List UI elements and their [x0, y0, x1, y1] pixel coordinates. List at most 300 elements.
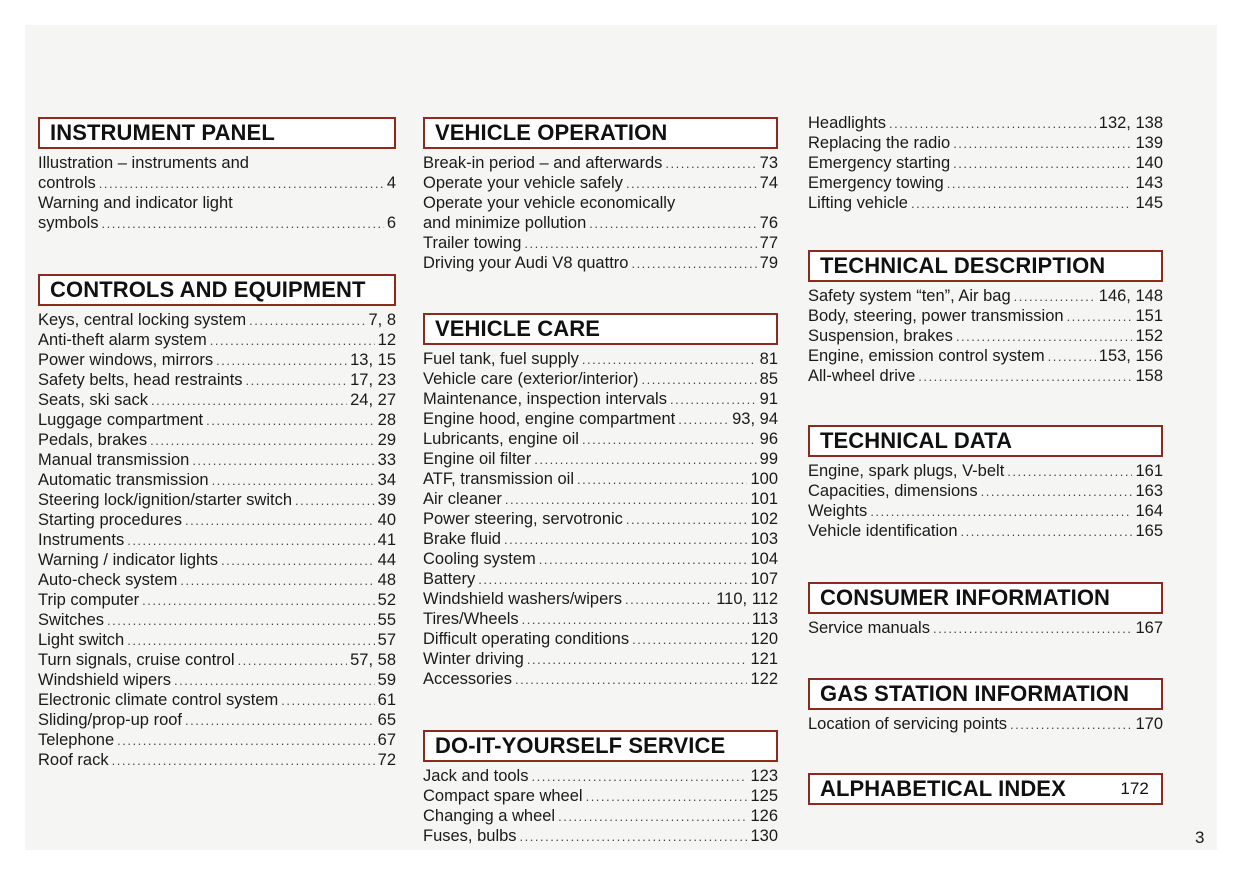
toc-entry-title: Accessories	[423, 670, 512, 688]
toc-entry	[38, 630, 396, 650]
dot-leader	[524, 234, 756, 254]
dot-leader	[582, 350, 757, 370]
toc-entry-page: 85	[759, 370, 778, 388]
toc-entry-page: 143	[1135, 174, 1163, 192]
toc-entry	[423, 766, 778, 786]
toc-entry-title: Driving your Audi V8 quattro	[423, 254, 629, 272]
dot-leader	[185, 711, 375, 731]
toc-entry	[808, 133, 1163, 153]
toc-entry-title: Cooling system	[423, 550, 536, 568]
toc-entry	[38, 450, 396, 470]
toc-entry	[38, 530, 396, 550]
dot-leader	[238, 651, 348, 671]
toc-entry-page: 125	[750, 787, 778, 805]
toc-entry	[423, 669, 778, 689]
section-header-gas-station-information: GAS STATION INFORMATION	[808, 678, 1163, 710]
toc-entry-title: Luggage compartment	[38, 411, 204, 429]
toc-entry-title: Jack and tools	[423, 767, 529, 785]
toc-entry	[808, 501, 1163, 521]
toc-entry-title: Replacing the radio	[808, 134, 951, 152]
toc-entry-title: Power windows, mirrors	[38, 351, 214, 369]
toc-entry	[808, 481, 1163, 501]
toc-entry-page: 59	[377, 671, 396, 689]
toc-entry	[423, 629, 778, 649]
toc-entry-page: 72	[377, 751, 396, 769]
toc-entry-page: 170	[1135, 715, 1163, 733]
dot-leader	[626, 510, 748, 530]
dot-leader	[631, 254, 756, 274]
toc-entry	[38, 213, 396, 233]
toc-entry	[38, 590, 396, 610]
dot-leader	[889, 114, 1096, 134]
toc-entry	[423, 529, 778, 549]
section-header-technical-data: TECHNICAL DATA	[808, 425, 1163, 457]
toc-entry-title: Brake fluid	[423, 530, 501, 548]
toc-entry-title: Light switch	[38, 631, 125, 649]
entries-technical-description	[808, 286, 1163, 386]
section-header-consumer-information: CONSUMER INFORMATION	[808, 582, 1163, 614]
entries-vehicle-care	[423, 349, 778, 689]
entries-consumer-information	[808, 618, 1163, 638]
toc-entry-title: Battery	[423, 570, 476, 588]
dot-leader	[678, 410, 729, 430]
toc-entry-page: 55	[377, 611, 396, 629]
toc-entry-page: 99	[759, 450, 778, 468]
toc-entry-title: controls	[38, 174, 96, 192]
dot-leader	[246, 371, 348, 391]
toc-entry-page: 17, 23	[350, 371, 396, 389]
alphabetical-index-page: 172	[1120, 779, 1149, 798]
toc-entry	[423, 153, 778, 173]
dot-leader	[626, 174, 757, 194]
dot-leader	[185, 511, 375, 531]
toc-entry	[423, 786, 778, 806]
toc-column-3	[808, 113, 1163, 213]
dot-leader	[527, 650, 748, 670]
toc-entry-page: 12	[377, 331, 396, 349]
toc-entry-page: 161	[1135, 462, 1163, 480]
dot-leader	[249, 311, 365, 331]
toc-entry-page: 123	[750, 767, 778, 785]
toc-entry-title: Compact spare wheel	[423, 787, 583, 805]
toc-entry	[38, 370, 396, 390]
toc-entry-page: 29	[377, 431, 396, 449]
toc-entry	[423, 253, 778, 273]
toc-entry-page: 73	[759, 154, 778, 172]
toc-entry-page: 151	[1135, 307, 1163, 325]
toc-entry-page: 132, 138	[1098, 114, 1163, 132]
toc-entry-title: Switches	[38, 611, 105, 629]
toc-entry	[423, 389, 778, 409]
dot-leader	[142, 591, 374, 611]
toc-entry	[38, 670, 396, 690]
toc-entry-title: Engine, emission control system	[808, 347, 1045, 365]
toc-column-3c	[808, 425, 1163, 541]
toc-entry-title: Break-in period – and afterwards	[423, 154, 663, 172]
toc-entry-title: Tires/Wheels	[423, 610, 519, 628]
dot-leader	[589, 214, 756, 234]
dot-leader	[515, 670, 748, 690]
entries-diy-service	[423, 766, 778, 846]
toc-entry	[38, 390, 396, 410]
dot-leader	[127, 631, 374, 651]
toc-entry	[38, 650, 396, 670]
toc-entry-page: 65	[377, 711, 396, 729]
toc-entry	[423, 589, 778, 609]
dot-leader	[216, 351, 347, 371]
dot-leader	[670, 390, 757, 410]
toc-entry-title: Engine hood, engine compartment	[423, 410, 676, 428]
toc-entry	[38, 173, 396, 193]
toc-entry-title: Warning and indicator light	[38, 194, 233, 212]
toc-column-3f	[808, 773, 1163, 805]
page-number: 3	[1195, 828, 1205, 847]
toc-entry	[808, 173, 1163, 193]
dot-leader	[520, 827, 748, 847]
toc-entry	[423, 449, 778, 469]
toc-entry	[38, 430, 396, 450]
toc-entry	[423, 649, 778, 669]
dot-leader	[911, 194, 1132, 214]
toc-entry	[38, 690, 396, 710]
toc-entry-title: Difficult operating conditions	[423, 630, 630, 648]
entries-controls-equipment	[38, 310, 396, 770]
section-header-diy-service: DO-IT-YOURSELF SERVICE	[423, 730, 778, 762]
toc-entry-title: Trip computer	[38, 591, 140, 609]
toc-entry-title: Location of servicing points	[808, 715, 1008, 733]
section-header-technical-description: TECHNICAL DESCRIPTION	[808, 250, 1163, 282]
toc-entry-title: Weights	[808, 502, 868, 520]
dot-leader	[1010, 715, 1132, 735]
toc-entry-title: Maintenance, inspection intervals	[423, 390, 667, 408]
toc-entry-page: 164	[1135, 502, 1163, 520]
toc-entry-page: 6	[386, 214, 396, 232]
entries-technical-data	[808, 461, 1163, 541]
toc-entry	[423, 806, 778, 826]
dot-leader	[981, 482, 1133, 502]
toc-entry-title: Safety belts, head restraints	[38, 371, 243, 389]
toc-entry	[38, 550, 396, 570]
dot-leader	[117, 731, 374, 751]
dot-leader	[504, 530, 748, 550]
dot-leader	[534, 450, 756, 470]
toc-column-1	[38, 117, 396, 233]
dot-leader	[212, 471, 375, 491]
dot-leader	[206, 411, 375, 431]
toc-entry-page: 74	[759, 174, 778, 192]
toc-entry-page: 79	[759, 254, 778, 272]
dot-leader	[539, 550, 748, 570]
toc-entry-page: 33	[377, 451, 396, 469]
toc-entry-page: 167	[1135, 619, 1163, 637]
toc-entry	[808, 113, 1163, 133]
toc-entry-title: Fuses, bulbs	[423, 827, 517, 845]
toc-entry-title: Operate your vehicle economically	[423, 194, 676, 212]
toc-entry-title: All-wheel drive	[808, 367, 916, 385]
dot-leader	[953, 154, 1132, 174]
toc-entry	[423, 349, 778, 369]
toc-entry-page: 28	[377, 411, 396, 429]
toc-entry-page: 153, 156	[1098, 347, 1163, 365]
dot-leader	[625, 590, 713, 610]
toc-entry-title: Changing a wheel	[423, 807, 556, 825]
dot-leader	[933, 619, 1132, 639]
toc-entry	[38, 610, 396, 630]
toc-entry-title: Emergency towing	[808, 174, 944, 192]
toc-entry	[423, 569, 778, 589]
toc-entry-title: Telephone	[38, 731, 115, 749]
toc-entry	[808, 521, 1163, 541]
toc-entry	[423, 193, 778, 213]
toc-entry	[38, 350, 396, 370]
dot-leader	[99, 174, 384, 194]
toc-entry-page: 7, 8	[368, 311, 396, 329]
toc-entry-title: Headlights	[808, 114, 886, 132]
dot-leader	[586, 787, 748, 807]
toc-entry	[423, 469, 778, 489]
toc-entry-page: 61	[377, 691, 396, 709]
toc-entry	[808, 461, 1163, 481]
toc-entry-page: 4	[386, 174, 396, 192]
toc-entry-page: 52	[377, 591, 396, 609]
section-header-controls-equipment: CONTROLS AND EQUIPMENT	[38, 274, 396, 306]
dot-leader	[577, 470, 747, 490]
toc-entry-title: Roof rack	[38, 751, 109, 769]
dot-leader	[665, 154, 756, 174]
toc-entry-page: 121	[750, 650, 778, 668]
dot-leader	[127, 531, 374, 551]
toc-entry-page: 96	[759, 430, 778, 448]
toc-column-2b	[423, 313, 778, 689]
toc-entry-title: Windshield wipers	[38, 671, 171, 689]
toc-entry-title: Auto-check system	[38, 571, 178, 589]
toc-column-2	[423, 117, 778, 273]
toc-entry-title: Vehicle identification	[808, 522, 958, 540]
toc-entry-title: Operate your vehicle safely	[423, 174, 623, 192]
toc-column-3d	[808, 582, 1163, 638]
dot-leader	[558, 807, 747, 827]
toc-entry-page: 40	[377, 511, 396, 529]
toc-entry-title: Manual transmission	[38, 451, 190, 469]
toc-entry-title: Keys, central locking system	[38, 311, 247, 329]
toc-entry	[808, 714, 1163, 734]
toc-entry-title: Instruments	[38, 531, 125, 549]
section-header-vehicle-care: VEHICLE CARE	[423, 313, 778, 345]
toc-entry-title: Fuel tank, fuel supply	[423, 350, 579, 368]
toc-entry-title: Vehicle care (exterior/interior)	[423, 370, 639, 388]
toc-entry	[808, 286, 1163, 306]
toc-entry	[38, 153, 396, 173]
toc-entry	[423, 233, 778, 253]
toc-entry-title: Body, steering, power transmission	[808, 307, 1064, 325]
toc-entry	[38, 710, 396, 730]
toc-entry	[38, 730, 396, 750]
toc-entry-page: 120	[750, 630, 778, 648]
toc-entry-page: 100	[750, 470, 778, 488]
toc-entry-page: 107	[750, 570, 778, 588]
toc-entry-title: Steering lock/ignition/starter switch	[38, 491, 293, 509]
dot-leader	[953, 134, 1132, 154]
section-header-vehicle-operation: VEHICLE OPERATION	[423, 117, 778, 149]
toc-entry	[808, 618, 1163, 638]
toc-entry-title: symbols	[38, 214, 99, 232]
dot-leader	[107, 611, 375, 631]
toc-entry-title: Starting procedures	[38, 511, 182, 529]
dot-leader	[150, 431, 374, 451]
toc-entry-page: 67	[377, 731, 396, 749]
toc-entry-page: 34	[377, 471, 396, 489]
toc-entry	[38, 750, 396, 770]
toc-entry-page: 152	[1135, 327, 1163, 345]
toc-entry-page: 77	[759, 234, 778, 252]
dot-leader	[642, 370, 757, 390]
dot-leader	[961, 522, 1133, 542]
dot-leader	[947, 174, 1133, 194]
toc-entry-page: 13, 15	[350, 351, 396, 369]
dot-leader	[1048, 347, 1096, 367]
toc-entry-page: 81	[759, 350, 778, 368]
section-header-alphabetical-index: ALPHABETICAL INDEX 172	[808, 773, 1163, 805]
dot-leader	[478, 570, 747, 590]
toc-entry	[38, 330, 396, 350]
toc-entry-title: Emergency starting	[808, 154, 951, 172]
entries-instrument-panel	[38, 153, 396, 233]
toc-entry-title: Illustration – instruments and	[38, 154, 249, 172]
dot-leader	[174, 671, 375, 691]
toc-entry-title: Capacities, dimensions	[808, 482, 978, 500]
toc-entry-title: Electronic climate control system	[38, 691, 279, 709]
toc-entry	[808, 346, 1163, 366]
toc-entry-title: ATF, transmission oil	[423, 470, 574, 488]
toc-entry-page: 24, 27	[350, 391, 396, 409]
toc-entry-title: Service manuals	[808, 619, 930, 637]
toc-entry	[808, 306, 1163, 326]
toc-entry	[808, 326, 1163, 346]
toc-entry-page: 48	[377, 571, 396, 589]
toc-entry	[423, 429, 778, 449]
toc-entry-page: 76	[759, 214, 778, 232]
toc-entry	[808, 193, 1163, 213]
toc-entry-page: 57	[377, 631, 396, 649]
dot-leader	[522, 610, 749, 630]
toc-entry-title: Anti-theft alarm system	[38, 331, 207, 349]
dot-leader	[918, 367, 1132, 387]
toc-entry-title: Automatic transmission	[38, 471, 209, 489]
toc-entry-page: 139	[1135, 134, 1163, 152]
toc-entry	[808, 366, 1163, 386]
toc-entry-title: Safety system “ten”, Air bag	[808, 287, 1011, 305]
toc-entry-page: 110, 112	[716, 590, 778, 608]
entries-gas-station-information	[808, 714, 1163, 734]
toc-entry	[423, 409, 778, 429]
dot-leader	[102, 214, 384, 234]
toc-entry-title: Windshield washers/wipers	[423, 590, 622, 608]
toc-entry	[423, 509, 778, 529]
toc-entry	[423, 826, 778, 846]
toc-entry	[423, 213, 778, 233]
toc-entry	[38, 470, 396, 490]
toc-entry-page: 145	[1135, 194, 1163, 212]
toc-entry-title: Engine oil filter	[423, 450, 532, 468]
toc-entry-page: 101	[750, 490, 778, 508]
dot-leader	[632, 630, 747, 650]
toc-column-3b	[808, 250, 1163, 386]
toc-entry	[38, 193, 396, 213]
toc-entry-page: 39	[377, 491, 396, 509]
toc-entry-title: and minimize pollution	[423, 214, 587, 232]
dot-leader	[112, 751, 375, 771]
toc-entry-page: 126	[750, 807, 778, 825]
dot-leader	[505, 490, 748, 510]
toc-entry-title: Trailer towing	[423, 234, 522, 252]
toc-entry-title: Lubricants, engine oil	[423, 430, 579, 448]
toc-entry-page: 44	[377, 551, 396, 569]
dot-leader	[956, 327, 1133, 347]
toc-entry-title: Warning / indicator lights	[38, 551, 219, 569]
toc-entry-page: 93, 94	[732, 410, 778, 428]
dot-leader	[180, 571, 374, 591]
toc-entry-title: Air cleaner	[423, 490, 502, 508]
toc-entry-title: Power steering, servotronic	[423, 510, 623, 528]
toc-entry-title: Turn signals, cruise control	[38, 651, 235, 669]
toc-entry-page: 130	[750, 827, 778, 845]
toc-entry-page: 122	[750, 670, 778, 688]
toc-entry-title: Pedals, brakes	[38, 431, 148, 449]
toc-entry-page: 104	[750, 550, 778, 568]
toc-entry-page: 158	[1135, 367, 1163, 385]
toc-entry-title: Seats, ski sack	[38, 391, 149, 409]
dot-leader	[870, 502, 1132, 522]
section-header-instrument-panel: INSTRUMENT PANEL	[38, 117, 396, 149]
toc-column-2c	[423, 730, 778, 846]
dot-leader	[295, 491, 375, 511]
toc-entry	[423, 549, 778, 569]
toc-column-1b	[38, 274, 396, 770]
toc-entry	[38, 510, 396, 530]
dot-leader	[1007, 462, 1132, 482]
dot-leader	[151, 391, 347, 411]
toc-column-3e	[808, 678, 1163, 734]
dot-leader	[1067, 307, 1133, 327]
toc-entry	[38, 410, 396, 430]
toc-entry	[423, 609, 778, 629]
toc-entry-page: 103	[750, 530, 778, 548]
toc-entry-page: 57, 58	[350, 651, 396, 669]
dot-leader	[221, 551, 375, 571]
toc-entry-page: 165	[1135, 522, 1163, 540]
dot-leader	[582, 430, 757, 450]
dot-leader	[210, 331, 375, 351]
toc-entry-page: 41	[377, 531, 396, 549]
toc-entry	[423, 173, 778, 193]
toc-entry-page: 91	[759, 390, 778, 408]
toc-entry-page: 163	[1135, 482, 1163, 500]
toc-entry-title: Winter driving	[423, 650, 524, 668]
toc-entry-page: 146, 148	[1098, 287, 1163, 305]
dot-leader	[531, 767, 747, 787]
dot-leader	[1014, 287, 1096, 307]
toc-entry	[423, 489, 778, 509]
toc-entry-title: Engine, spark plugs, V-belt	[808, 462, 1005, 480]
toc-entry	[38, 310, 396, 330]
dot-leader	[281, 691, 374, 711]
toc-entry-title: Suspension, brakes	[808, 327, 953, 345]
toc-entry	[38, 570, 396, 590]
toc-entry	[38, 490, 396, 510]
entries-vehicle-operation	[423, 153, 778, 273]
toc-entry-title: Sliding/prop-up roof	[38, 711, 183, 729]
toc-entry-title: Lifting vehicle	[808, 194, 908, 212]
